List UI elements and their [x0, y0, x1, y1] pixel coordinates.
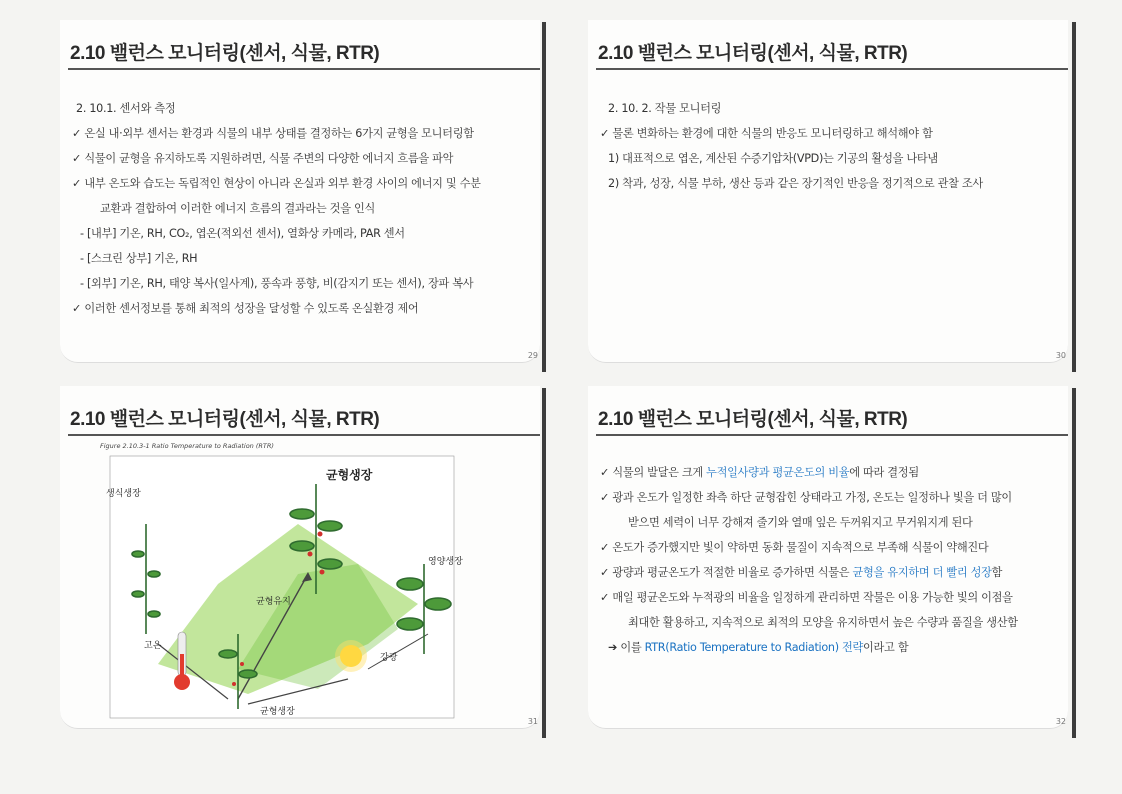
bullet-text: ➔ 이를: [608, 641, 645, 654]
bullet-cont: 받으면 세력이 너무 강해져 줄기와 열매 잎은 두꺼워지고 무거워지게 된다: [628, 516, 973, 529]
slide-title: 2.10 밸런스 모니터링(센서, 식물, RTR): [598, 409, 908, 430]
slide-content: [72, 96, 534, 321]
highlight-text: RTR(Ratio Temperature to Radiation) 전략: [644, 641, 864, 654]
bullet: [600, 560, 1062, 585]
title-rule: [68, 68, 540, 70]
slide-title: 2.10 밸런스 모니터링(센서, 식물, RTR): [598, 43, 908, 64]
figure-caption: Figure 2.10.3-1 Ratio Temperature to Radiation (RTR): [100, 442, 274, 450]
bullet-cont: 교환과 결합하여 이러한 에너지 흐름의 결과라는 것을 인식: [100, 202, 375, 215]
bullet: ✓ 광과 온도가 일정한 좌측 하단 균형잡힌 상태라고 가정, 온도는 일정하나 빛을 더 많이: [600, 491, 1012, 504]
bullet: ✓ 식물이 균형을 유지하도록 지원하려면, 식물 주변의 다양한 에너지 흐름을 파악: [72, 152, 454, 165]
bullet: ✓ 매일 평균온도와 누적광의 비율을 일정하게 관리하면 작물은 이용 가능한 빛의 이점을: [600, 591, 1013, 604]
bullet-text: ✓ 식물의 발달은 크게: [600, 466, 707, 479]
highlight-text: 균형을 유지하며 더 빨리 성장: [852, 566, 992, 579]
slide-edge-bar: [542, 388, 546, 738]
slide-title: 2.10 밸런스 모니터링(센서, 식물, RTR): [70, 43, 380, 64]
slide-32: [588, 386, 1068, 729]
label-balanced-growth-top: 균형생장: [326, 468, 373, 482]
bullet: ✓ 온도가 증가했지만 빛이 약하면 동화 물질이 지속적으로 부족해 식물이 약해진다: [600, 541, 989, 554]
slide-content: [600, 460, 1062, 660]
section-heading: 2. 10.1. 센서와 측정: [76, 102, 176, 115]
slide-edge-bar: [1072, 388, 1076, 738]
bullet: [600, 460, 1062, 485]
label-balanced-growth-bottom: 균형생장: [260, 707, 295, 717]
slide-title: 2.10 밸런스 모니터링(센서, 식물, RTR): [70, 409, 380, 430]
numbered-item: 2) 착과, 성장, 식물 부하, 생산 등과 같은 장기적인 반응을 정기적으로 관찰 조사: [608, 177, 983, 190]
bullet: ✓ 온실 내·외부 센서는 환경과 식물의 내부 상태를 결정하는 6가지 균형을 모니터링함: [72, 127, 474, 140]
bullet-text: 이라고 함: [863, 641, 909, 654]
page-number: 29: [527, 351, 538, 360]
rtr-figure: [98, 454, 463, 722]
slide-edge-bar: [1072, 22, 1076, 372]
slide-29: [60, 20, 540, 363]
label-high-temperature: 고온: [144, 641, 162, 651]
title-rule: [68, 434, 540, 436]
slide-30: [588, 20, 1068, 363]
slide-edge-bar: [542, 22, 546, 372]
page-number: 31: [527, 717, 538, 726]
slide-31: [60, 386, 540, 729]
label-strong-light: 강광: [380, 653, 398, 663]
page-number: 30: [1055, 351, 1066, 360]
page-number: 32: [1055, 717, 1066, 726]
sub-item: - [내부] 기온, RH, CO₂, 엽온(적외선 센서), 열화상 카메라, PAR 센서: [80, 227, 405, 240]
label-vegetative-growth: 영양생장: [428, 557, 463, 567]
slide-content: [600, 96, 1062, 196]
highlight-text: 누적일사량과 평균온도의 비율: [706, 466, 850, 479]
conclusion: [600, 635, 1062, 660]
bullet-text: 함: [991, 566, 1003, 579]
bullet-cont: 최대한 활용하고, 지속적으로 최적의 모양을 유지하면서 높은 수량과 품질을 생산함: [628, 616, 1018, 629]
sub-item: - [스크린 상부] 기온, RH: [80, 252, 198, 265]
rtr-diagram: [98, 454, 458, 722]
bullet: ✓ 물론 변화하는 환경에 대한 식물의 반응도 모니터링하고 해석해야 함: [600, 127, 933, 140]
bullet-text: 에 따라 결정됨: [849, 466, 919, 479]
numbered-item: 1) 대표적으로 엽온, 계산된 수증기압차(VPD)는 기공의 활성을 나타냄: [608, 152, 938, 165]
bullet: ✓ 이러한 센서정보를 통해 최적의 성장을 달성할 수 있도록 온실환경 제어: [72, 302, 419, 315]
bullet: ✓ 내부 온도와 습도는 독립적인 현상이 아니라 온실과 외부 환경 사이의 에너지 및 수분: [72, 177, 481, 190]
title-rule: [596, 68, 1068, 70]
label-reproductive-growth: 생식생장: [106, 489, 141, 499]
section-heading: 2. 10. 2. 작물 모니터링: [608, 102, 722, 115]
bullet-text: ✓ 광량과 평균온도가 적절한 비율로 증가하면 식물은: [600, 566, 853, 579]
label-balance-maintain: 균형유지: [256, 597, 291, 607]
title-rule: [596, 434, 1068, 436]
sub-item: - [외부] 기온, RH, 태양 복사(일사계), 풍속과 풍향, 비(감지기 또는 센서), 장파 복사: [80, 277, 474, 290]
